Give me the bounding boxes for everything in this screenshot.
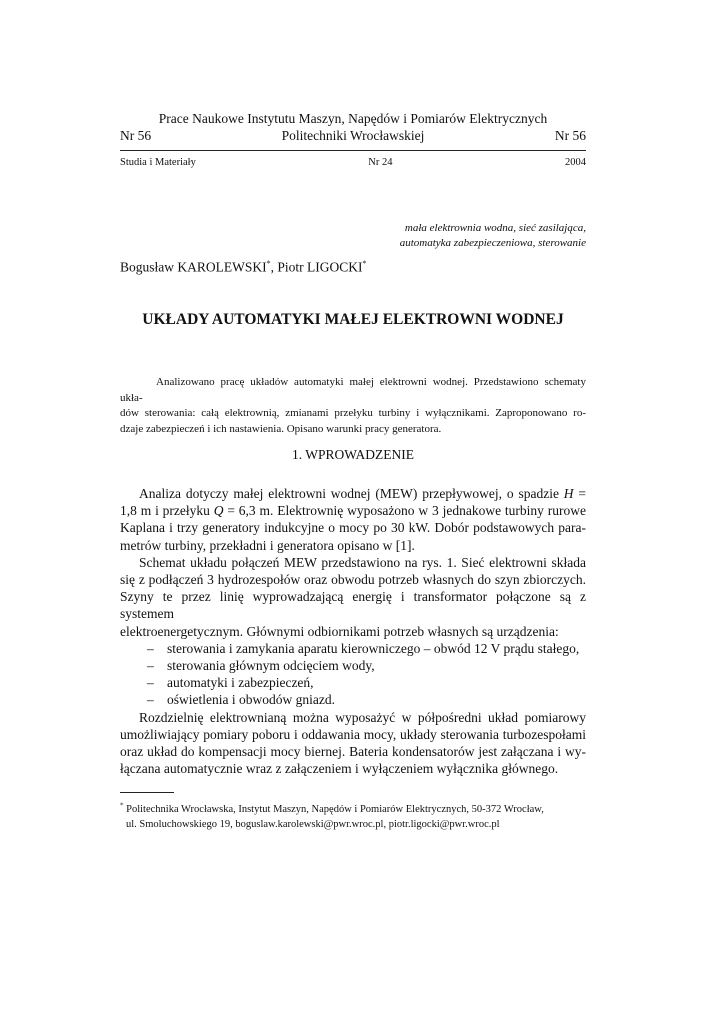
university-name: Politechniki Wrocławskiej <box>281 128 425 143</box>
body-text <box>120 485 586 777</box>
body-line: Rozdzielnię elektrownianą można wyposażyć w półpośredni układ pomiarowy <box>139 709 586 725</box>
issue-number-right: Nr 56 <box>554 128 586 143</box>
list-item <box>120 674 586 691</box>
issue-number-left: Nr 56 <box>120 128 152 143</box>
authors <box>120 259 367 276</box>
body-line: Szyny te przez linię wyprowadzającą energię i transformator połączone są z systemem <box>120 589 586 622</box>
subseries-name: Studia i Materiały <box>120 157 196 168</box>
body-line <box>120 485 586 502</box>
dash-marker: – <box>147 658 154 674</box>
publication-year: 2004 <box>564 157 586 168</box>
keywords-line: mała elektrownia wodna, sieć zasilająca, <box>404 222 586 234</box>
dash-marker: – <box>147 692 154 708</box>
header-rule <box>120 150 586 151</box>
footnote-rule <box>120 792 174 793</box>
abstract-line: dów sterowania: całą elektrownią, zmianami przełyku turbiny i wyłącznikami. Zaproponowano ro- <box>120 407 586 419</box>
subseries-row <box>120 157 586 168</box>
journal-series-title: Prace Naukowe Instytutu Maszyn, Napędów i Pomiarów Elektrycznych <box>158 111 548 126</box>
list-item <box>120 657 586 674</box>
subseries-number: Nr 24 <box>368 157 393 168</box>
body-line: oraz układ do kompensacji mocy biernej. Bateria kondensatorów jest załączana i wy- <box>120 744 586 760</box>
list-item-text: sterowania głównym odcięciem wody, <box>167 658 375 674</box>
dash-marker: – <box>147 640 154 656</box>
body-line: metrów turbiny, przekładni i generatora opisano w [1]. <box>120 537 415 553</box>
footnote <box>120 798 590 832</box>
list-item <box>120 640 586 657</box>
author-name: Piotr LIGOCKI <box>277 259 363 275</box>
body-line: się z podłączeń 3 hydrozespołów oraz obwodu potrzeb własnych do szyn zbiorczych. <box>120 572 586 588</box>
footnote-marker: * <box>120 801 124 809</box>
text-run: = 6,3 m. Elektrownię wyposażono w 3 jednakowe turbiny rurowe <box>223 503 586 519</box>
paper-title: UKŁADY AUTOMATYKI MAŁEJ ELEKTROWNI WODNEJ <box>142 311 564 328</box>
text-run: 1,8 m i przełyku <box>120 503 214 519</box>
list-item <box>120 691 586 708</box>
footnote-marker: * <box>266 259 271 268</box>
list-item-text: sterowania i zamykania aparatu kierowniczego – obwód 12 V prądu stałego, <box>167 640 580 656</box>
abstract-line: Analizowano pracę układów automatyki małej elektrowni wodnej. Przedstawiono schematy ukła- <box>120 376 586 404</box>
abstract-line: dzaje zabezpieczeń i ich nastawienia. Opisano warunki pracy generatora. <box>120 422 442 435</box>
author-name: Bogusław KAROLEWSKI <box>120 259 267 275</box>
footnote-affiliation: Politechnika Wrocławska, Instytut Maszyn, Napędów i Pomiarów Elektrycznych, 50-372 Wrocław, <box>123 803 544 815</box>
variable: H <box>563 486 574 501</box>
list-item-text: oświetlenia i obwodów gniazd. <box>167 692 335 708</box>
section-heading: 1. WPROWADZENIE <box>292 447 414 462</box>
body-line: Schemat układu połączeń MEW przedstawiono na rys. 1. Sieć elektrowni składa <box>139 554 586 570</box>
body-line: umożliwiający pomiary poboru i oddawania mocy, układy sterowania turbozespołami <box>120 726 586 742</box>
list-item-text: automatyki i zabezpieczeń, <box>167 675 314 691</box>
keywords-line: automatyka zabezpieczeniowa, sterowanie <box>399 237 586 249</box>
footnote-marker: * <box>362 259 367 268</box>
body-line: łączana automatycznie wraz z załączeniem i wyłączeniem wyłącznika głównego. <box>120 761 559 777</box>
journal-number-row <box>120 128 586 144</box>
footnote-line <box>120 801 544 815</box>
author-separator: , <box>270 259 278 275</box>
text-run: = <box>573 486 586 501</box>
variable: Q <box>213 503 224 519</box>
body-line: Kaplana i trzy generatory indukcyjne o mocy po 30 kW. Dobór podstawowych para- <box>120 520 586 536</box>
dash-marker: – <box>147 675 154 691</box>
body-line: elektroenergetycznym. Głównymi odbiornikami potrzeb własnych są urządzenia: <box>120 623 559 639</box>
body-line <box>120 502 586 519</box>
text-run: Analiza dotyczy małej elektrowni wodnej (MEW) przepływowej, o spadzie <box>139 486 564 501</box>
keywords <box>400 221 586 251</box>
abstract <box>120 375 586 437</box>
footnote-address: ul. Smoluchowskiego 19, boguslaw.karolewski@pwr.wroc.pl, piotr.ligocki@pwr.wroc.pl <box>126 818 500 830</box>
